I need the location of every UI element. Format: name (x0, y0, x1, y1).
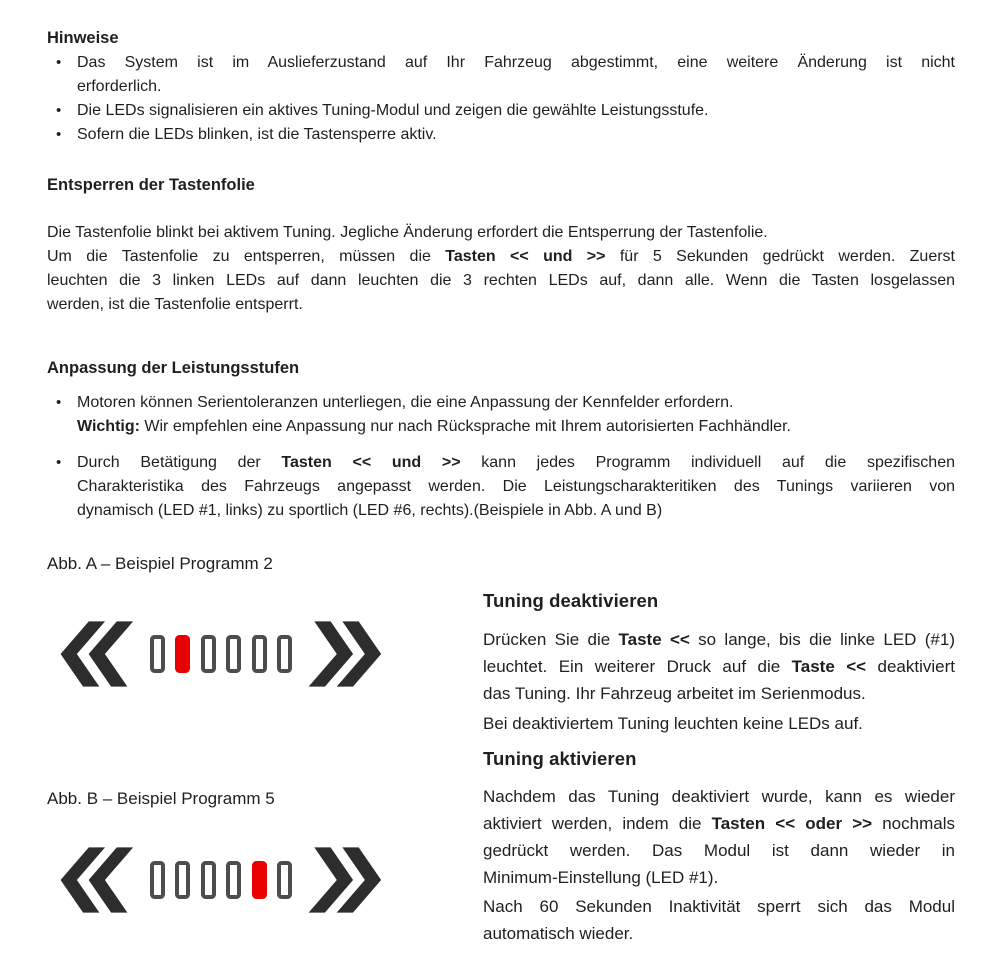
led-2-off (175, 861, 190, 899)
text-run-bold: Tasten << oder >> (711, 814, 873, 833)
text-run: automatisch wieder. (483, 924, 634, 943)
led-6-off (277, 635, 292, 673)
led-6-off (277, 861, 292, 899)
paragraph-line (47, 245, 955, 269)
bullet-marker: • (56, 394, 62, 411)
aktivieren-paragraph (483, 783, 955, 891)
list-item (47, 451, 955, 523)
paragraph-line (483, 864, 955, 891)
list-item (47, 123, 955, 147)
chevron-right-icon (308, 844, 384, 916)
bullet-marker: • (56, 102, 62, 119)
led-1-off (150, 861, 165, 899)
paragraph-line (77, 75, 955, 99)
paragraph-line (47, 293, 955, 317)
text-run: gedrückt werden. Das Modul ist dann wieder in (483, 841, 955, 860)
led-5-off (252, 635, 267, 673)
text-run: Charakteristika des Fahrzeugs angepasst werden. Die Leistungscharakteritiken des Tunings variieren von (77, 478, 955, 495)
text-run: Nach 60 Sekunden Inaktivität sperrt sich das Modul (483, 897, 955, 916)
heading-entsperren: Entsperren der Tastenfolie (47, 176, 255, 194)
list-item (47, 99, 955, 123)
text-run: so lange, bis die linke LED (#1) (689, 630, 955, 649)
right-column (483, 590, 955, 947)
deaktivieren-paragraph (483, 626, 955, 707)
entsperren-paragraph (47, 221, 955, 317)
text-run: werden, ist die Tastenfolie entsperrt. (47, 296, 303, 313)
led-row (150, 635, 292, 673)
list-item (47, 391, 955, 439)
paragraph-line (483, 920, 955, 947)
bullet-marker: • (56, 454, 62, 471)
paragraph-line (77, 415, 955, 439)
figure-b-label: Abb. B – Beispiel Programm 5 (47, 789, 275, 808)
text-run-bold: Tasten << und >> (445, 248, 606, 265)
text-run-bold: Wichtig: (77, 418, 140, 435)
aktivieren-note (483, 893, 955, 947)
text-run: kann jedes Programm individuell auf die spezifischen (460, 454, 955, 471)
heading-tuning-aktivieren: Tuning aktivieren (483, 748, 637, 769)
paragraph-line (483, 680, 955, 707)
text-run-bold: Taste << (791, 657, 867, 676)
paragraph-line (483, 710, 955, 737)
text-run: leuchtet. Ein weiterer Druck auf die (483, 657, 792, 676)
led-3-off (201, 635, 216, 673)
led-panel-figure-a (58, 614, 384, 694)
led-panel-figure-b (58, 840, 384, 920)
heading-anpassung: Anpassung der Leistungsstufen (47, 359, 300, 377)
led-2-on (175, 635, 190, 673)
text-run: Die LEDs signalisieren ein aktives Tuning-Modul und zeigen die gewählte Leistungsstufe. (77, 102, 709, 119)
text-run: das Tuning. Ihr Fahrzeug arbeitet im Serienmodus. (483, 684, 866, 703)
heading-tuning-deaktivieren: Tuning deaktivieren (483, 590, 659, 611)
bullet-marker: • (56, 54, 62, 71)
heading-hinweise: Hinweise (47, 29, 119, 47)
text-run: Nachdem das Tuning deaktiviert wurde, kann es wieder (483, 787, 955, 806)
led-3-off (201, 861, 216, 899)
deaktivieren-note (483, 710, 955, 737)
paragraph-line (77, 451, 955, 475)
text-run: Das System ist im Auslieferzustand auf Ihr Fahrzeug abgestimmt, eine weitere Änderung ist nicht (77, 54, 955, 71)
bullet-marker: • (56, 126, 62, 143)
paragraph-line (483, 837, 955, 864)
hinweise-list (47, 51, 955, 147)
paragraph-line (77, 51, 955, 75)
text-run: Bei deaktiviertem Tuning leuchten keine LEDs auf. (483, 714, 863, 733)
paragraph-line (77, 475, 955, 499)
led-1-off (150, 635, 165, 673)
chevron-left-icon (58, 618, 134, 690)
chevron-right-icon (308, 618, 384, 690)
text-run: erforderlich. (77, 78, 162, 95)
led-4-off (226, 861, 241, 899)
text-run: Minimum-Einstellung (LED #1). (483, 868, 719, 887)
text-run: Um die Tastenfolie zu entsperren, müssen die (47, 248, 446, 265)
text-run: dynamisch (LED #1, links) zu sportlich (LED #6, rechts).(Beispiele in Abb. A und B) (77, 502, 663, 519)
section-anpassung (47, 357, 955, 523)
led-row (150, 861, 292, 899)
paragraph-line (483, 653, 955, 680)
text-run-bold: Tasten << und >> (281, 454, 461, 471)
paragraph-line (77, 99, 955, 123)
paragraph-line (47, 269, 955, 293)
section-hinweise (47, 27, 955, 147)
led-5-on (252, 861, 267, 899)
paragraph-line (77, 391, 955, 415)
paragraph-line (77, 499, 955, 523)
led-4-off (226, 635, 241, 673)
anpassung-list (47, 391, 955, 523)
paragraph-line (47, 221, 955, 245)
text-run: Die Tastenfolie blinkt bei aktivem Tuning. Jegliche Änderung erfordert die Entsperrung der Tastenfolie. (47, 224, 768, 241)
text-run: Motoren können Serientoleranzen unterliegen, die eine Anpassung der Kennfelder erfordern. (77, 394, 734, 411)
paragraph-line (77, 123, 955, 147)
text-run: aktiviert werden, indem die (483, 814, 712, 833)
text-run: Wir empfehlen eine Anpassung nur nach Rücksprache mit Ihrem autorisierten Fachhändler. (139, 418, 791, 435)
paragraph-line (483, 810, 955, 837)
list-item (47, 51, 955, 99)
text-run: leuchten die 3 linken LEDs auf dann leuchten die 3 rechten LEDs auf, dann alle. Wenn die Tasten losgelassen (47, 272, 955, 289)
paragraph-line (483, 783, 955, 810)
section-entsperren (47, 174, 955, 317)
text-run: deaktiviert (866, 657, 955, 676)
text-run: Drücken Sie die (483, 630, 619, 649)
paragraph-line (483, 626, 955, 653)
figure-a-label: Abb. A – Beispiel Programm 2 (47, 554, 273, 573)
text-run: nochmals (872, 814, 955, 833)
paragraph-line (483, 893, 955, 920)
text-run-bold: Taste << (618, 630, 690, 649)
text-run: Durch Betätigung der (77, 454, 282, 471)
chevron-left-icon (58, 844, 134, 916)
text-run: Sofern die LEDs blinken, ist die Tastensperre aktiv. (77, 126, 437, 143)
text-run: für 5 Sekunden gedrückt werden. Zuerst (605, 248, 955, 265)
